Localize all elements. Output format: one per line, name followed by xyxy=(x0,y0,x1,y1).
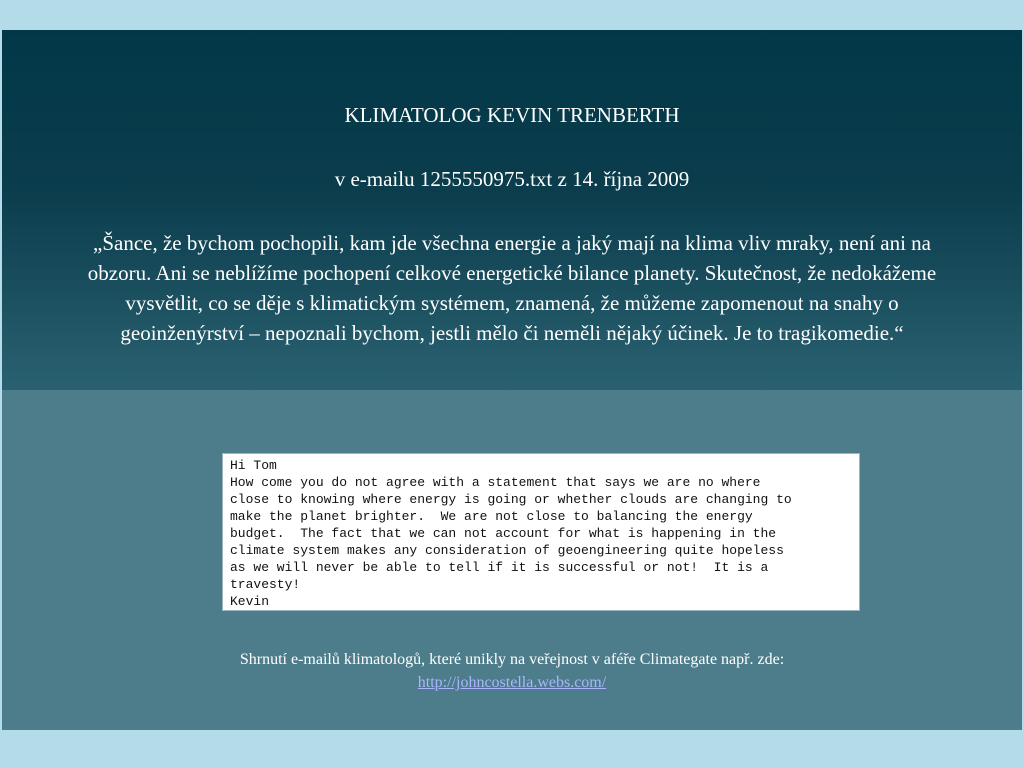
source-link[interactable]: http://johncostella.webs.com/ xyxy=(417,674,607,691)
email-screenshot xyxy=(222,453,860,611)
email-line: climate system makes any consideration of geoengineering quite hopeless xyxy=(230,543,784,558)
email-line: travesty! xyxy=(230,577,301,592)
email-line: as we will never be able to tell if it is successful or not! It is a xyxy=(230,560,769,575)
content-panel xyxy=(2,30,1022,730)
email-line: How come you do not agree with a statement that says we are no where xyxy=(230,475,761,490)
bottom-band xyxy=(0,730,1024,768)
summary-note xyxy=(2,648,1022,694)
email-line: Kevin xyxy=(230,594,270,609)
top-band xyxy=(0,0,1024,30)
email-line: make the planet brighter. We are not close to balancing the energy xyxy=(230,509,753,524)
summary-text: Shrnutí e-mailů klimatologů, které unikly na veřejnost v aféře Climategate např. zde: xyxy=(239,651,785,668)
email-line: close to knowing where energy is going or whether clouds are changing to xyxy=(230,492,792,507)
slide-subtitle: v e-mailu 1255550975.txt z 14. října 2009 xyxy=(334,167,690,191)
email-line: Hi Tom xyxy=(230,458,277,473)
slide-title: KLIMATOLOG KEVIN TRENBERTH xyxy=(344,103,680,127)
email-line: budget. The fact that we can not account for what is happening in the xyxy=(230,526,777,541)
translated-quote: „Šance, že bychom pochopili, kam jde všechna energie a jaký mají na klima vliv mraky, není ani na obzoru. Ani se neblížíme pochopení celkové energetické bilance planety. Skutečnost, že nedokážeme vysvětlit, co se děje s klimatickým systémem, znamená, že můžeme zapomenout na snahy o geoinženýrství – nepoznali bychom, jestli mělo či neměli nějaký účinek. Je to tragikomedie.“ xyxy=(87,231,937,345)
